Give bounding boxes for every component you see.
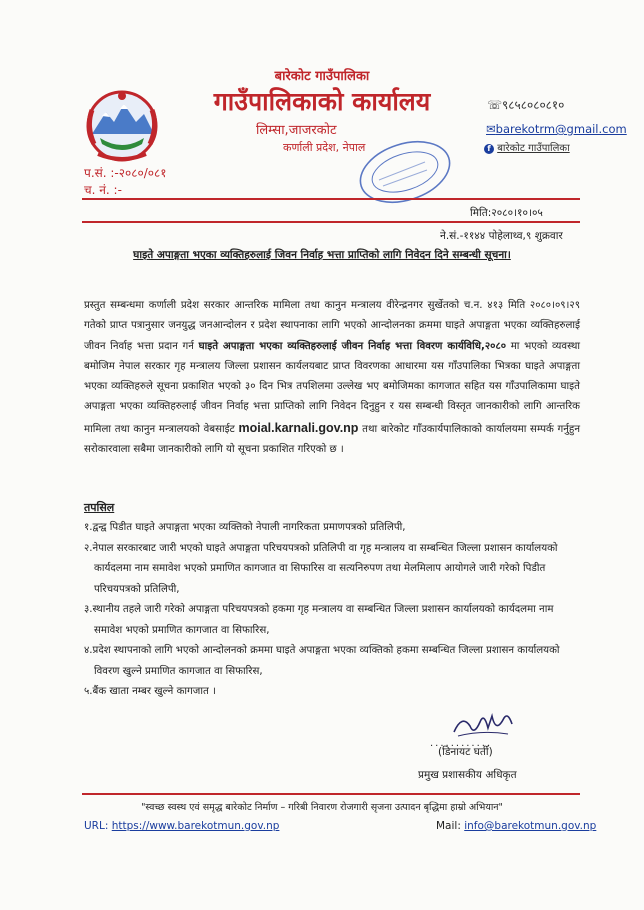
mail-label: Mail: [436,820,465,832]
address-line-1: लिम्सा,जाजरकोट [256,123,337,138]
notice-subject: घाइते अपाङ्गता भएका व्यक्तिहरुलाई जिवन निर्वाह भत्ता प्राप्तिको लागि निवेदन दिने सम्बन्धी सूचना। [133,249,511,261]
municipality-name: बारेकोट गाउँपालिका [274,69,370,84]
address-line-2: कर्णाली प्रदेश, नेपाल [283,141,366,154]
signature-line: ............ [430,738,493,749]
facebook-link[interactable] [484,140,570,154]
issue-date: मिति:२०८०।१०।०५ [470,207,543,219]
signatory-name: (डिनायट घर्ती) [438,746,493,758]
mail-link[interactable]: info@barekotmun.gov.np [464,820,597,832]
notice-body [84,296,580,460]
mail-icon: ✉ [486,122,496,136]
body-text-2: मा भएको व्यवस्था बमोजिम नेपाल सरकार गृह मन्त्रालय जिल्ला प्रशासन कार्यलयबाट प्राप्त विवरणका आधारमा यस गाँउपालिका भित्रका घाइते अपाङ्गता भएका व्यक्तिहरुले सूचना प्रकाशित भएको ३० दिन भित्र तपशिलमा उल्लेख भए बमोजिमका कागजात सहित यस गाँउपालिकामा घाइते अपाङ्गता भएका व्यक्तिहरुलाई जीवन निर्वाह भत्ता प्राप्तिको लागि निवेदन दिनुहुन र यस सम्बन्धी विस्तृत जानकारीको लागि आन्तरिक मामिला तथा कानुन मन्त्रालयको वेबसाईट [84,340,580,435]
footer-divider [82,793,580,795]
list-item: ५.बैंक खाता नम्बर खुल्ने कागजात । [84,686,216,697]
office-stamp [355,140,455,204]
body-text-3: तथा बारेकोट गाँउकार्यपालिकाको कार्यालयमा सम्पर्क गर्नुहुन सरोकारवाला सबैमा जानकारीको लागि यो सूचना प्रकाशित गरिएको छ । [84,423,580,456]
tapsil-list [84,518,584,703]
header-divider [82,198,580,200]
body-bold-text: घाइते अपाङ्गता भएका व्यक्तिहरुलाई जीवन निर्वाह भत्ता विवरण कार्यविधि,२०८० [198,340,507,352]
email-text: barekotrm@gmail.com [495,122,627,136]
patra-sankhya: प.सं. :-२०८०/०८१ [84,166,167,180]
url-label: URL: [84,820,112,832]
nepal-sambat-date: ने.सं.-११४४ पोहेलाथ्व,९ शुक्रवार [440,230,563,242]
footer-url[interactable] [84,820,279,832]
body-text-1: प्रस्तुत सम्बन्धमा कर्णाली प्रदेश सरकार आन्तरिक मामिला तथा कानुन मन्त्रालय वीरेन्द्रनगर सुर्खेतको च.न. ४१३ मिति २०८०।०९।२९ गतेको प्राप्त पत्रानुसार जनयुद्ध जनआन्दोलन र प्रदेश स्थापनाका लागि भएको आन्दोलनका क्रममा घाइते अपाङ्गता भएका व्यक्तिहरुलाई जीवन निर्वाह भत्ता प्रदान गर्न [84,300,580,352]
tapsil-heading: तपसिल [84,501,115,514]
list-item: ३.स्थानीय तहले जारी गरेको अपाङ्गता परिचयपत्रको हकमा गृह मन्त्रालय वा सम्बन्धित जिल्ला प्रशासन कार्यालयको कार्यदलमा नाम समावेश भएको प्रमाणित कागजात वा सिफारिस, [84,604,554,636]
ministry-website-link[interactable]: moial.karnali.gov.np [238,420,359,435]
facebook-icon: f [484,144,494,154]
chalani-number: च. नं. :- [84,183,122,197]
facebook-text: बारेकोट गाउँपालिका [497,143,570,154]
footer-mail[interactable] [436,820,596,832]
date-divider [82,221,580,223]
url-link[interactable]: https://www.barekotmun.gov.np [111,820,280,832]
email-link[interactable] [486,122,627,136]
list-item: २.नेपाल सरकारबाट जारी भएको घाइते अपाङ्गता परिचयपत्रको प्रतिलिपी वा गृह मन्त्रालय वा सम्बन्धित जिल्ला प्रशासन कार्यालयको कार्यदलमा नाम समावेश भएको प्रमाणित कागजात वा सिफारिस वा सत्यनिरुपण तथा मेलमिलाप आयोगले जारी गरेको पिडीत परिचयपत्रको प्रतिलिपी, [84,542,558,595]
phone-number: ☏९८५८०८०८१० [487,98,565,112]
list-item: १.द्वन्द्व पिडीत घाइते अपाङ्गता भएका व्यक्तिको नेपाली नागरिकता प्रमाणपत्रको प्रतिलिपी, [84,522,406,533]
footer-slogan: "स्वच्छ स्वस्थ एवं समृद्ध बारेकोट निर्माण – गरिबी निवारण रोजगारी सृजना उत्पादन बृद्धिमा हाम्रो अभियान" [141,802,503,813]
signatory-title: प्रमुख प्रशासकीय अधिकृत [418,769,517,781]
office-title: गाउँपालिकाको कार्यालय [213,87,431,116]
list-item: ४.प्रदेश स्थापनाको लागि भएको आन्दोलनको क्रममा घाइते अपाङ्गता भएका व्यक्तिको हकमा सम्बन्धित जिल्ला प्रशासन कार्यालयको विवरण खुल्ने प्रमाणित कागजात वा सिफारिस, [84,645,560,677]
